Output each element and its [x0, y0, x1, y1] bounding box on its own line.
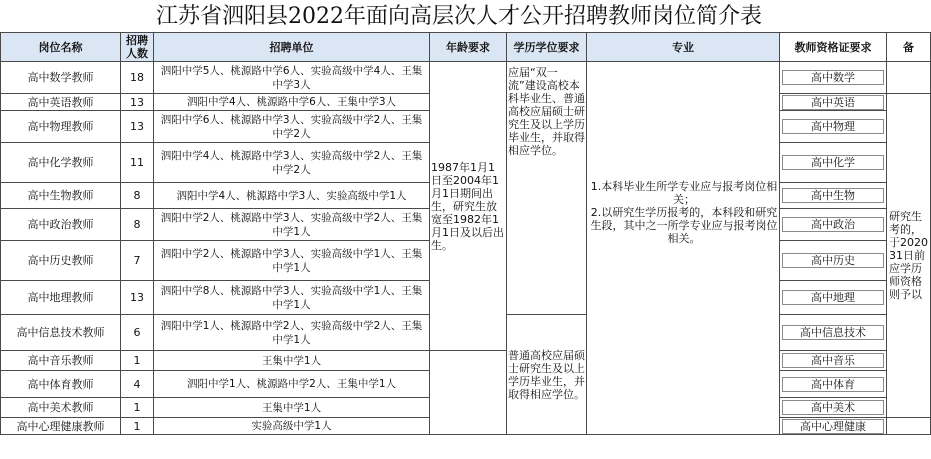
position-cell: 高中生物教师: [1, 183, 121, 209]
cert-cell: [780, 241, 887, 281]
units-cell: 泗阳中学2人、桃源路中学3人、实验高级中学2人、王集中学1人: [154, 209, 430, 241]
age-requirement-cell: 1987年1月1日至2004年1月1日期间出生，研究生放宽至1982年1月1日及以后出生。: [430, 62, 507, 351]
remark-cell-empty: [887, 62, 931, 94]
position-cell: 高中心理健康教师: [1, 418, 121, 435]
education-cell-a: 应届“双一流”建设高校本科毕业生、普通高校应届硕士研究生及以上学历毕业生，并取得相应学位。: [507, 62, 587, 315]
cert-value: 高中数学: [782, 70, 884, 85]
cert-value: 高中体育: [782, 377, 884, 392]
cert-cell: [780, 281, 887, 315]
units-cell: 泗阳中学8人、桃源路中学3人、实验高级中学1人、王集中学1人: [154, 281, 430, 315]
cert-cell: [780, 94, 887, 111]
remark-cell: 研究生考的，于202031日前应学历师资格则予以: [887, 94, 931, 418]
cert-value: 高中信息技术: [782, 325, 884, 340]
position-cell: 高中化学教师: [1, 143, 121, 183]
position-cell: 高中地理教师: [1, 281, 121, 315]
units-cell: 泗阳中学4人、桃源路中学3人、实验高级中学2人、王集中学2人: [154, 143, 430, 183]
cert-value: 高中生物: [782, 188, 884, 203]
position-cell: 高中历史教师: [1, 241, 121, 281]
cert-value: 高中政治: [782, 217, 884, 232]
cert-cell: [780, 398, 887, 418]
cert-cell: [780, 371, 887, 398]
cert-cell: [780, 183, 887, 209]
units-cell: 泗阳中学6人、桃源路中学3人、实验高级中学2人、王集中学2人: [154, 111, 430, 143]
cert-value: 高中音乐: [782, 353, 884, 368]
major-cell: [587, 62, 780, 435]
major-text-1: 1.本科毕业生所学专业应与报考岗位相关；: [590, 180, 778, 206]
header-units: 招聘单位: [154, 33, 430, 62]
cert-cell: [780, 418, 887, 435]
count-cell: 1: [121, 351, 154, 371]
header-count: 招聘人数: [121, 33, 154, 62]
count-cell: 1: [121, 398, 154, 418]
position-cell: 高中英语教师: [1, 94, 121, 111]
cert-value: 高中物理: [782, 119, 884, 134]
cert-value: 高中化学: [782, 155, 884, 170]
position-cell: 高中数学教师: [1, 62, 121, 94]
cert-value: 高中历史: [782, 253, 884, 268]
age-cell-empty: [430, 351, 507, 435]
units-cell: 泗阳中学4人、桃源路中学3人、实验高级中学1人: [154, 183, 430, 209]
units-cell: 泗阳中学2人、桃源路中学3人、实验高级中学1人、王集中学1人: [154, 241, 430, 281]
remark-cell-empty: [887, 418, 931, 435]
cert-value: 高中心理健康: [782, 419, 884, 434]
position-cell: 高中体育教师: [1, 371, 121, 398]
units-cell: 王集中学1人: [154, 398, 430, 418]
count-cell: 4: [121, 371, 154, 398]
education-cell-b: 普通高校应届硕士研究生及以上学历毕业生，并取得相应学位。: [507, 315, 587, 435]
cert-cell: [780, 351, 887, 371]
count-cell: 7: [121, 241, 154, 281]
count-cell: 8: [121, 183, 154, 209]
units-cell: 王集中学1人: [154, 351, 430, 371]
units-cell: 泗阳中学5人、桃源路中学6人、实验高级中学4人、王集中学3人: [154, 62, 430, 94]
header-age: 年龄要求: [430, 33, 507, 62]
cert-value: 高中美术: [782, 400, 884, 415]
count-cell: 13: [121, 94, 154, 111]
units-cell: 泗阳中学1人、桃源路中学2人、实验高级中学2人、王集中学1人: [154, 315, 430, 351]
cert-cell: [780, 143, 887, 183]
count-cell: 13: [121, 111, 154, 143]
page-title: 江苏省泗阳县2022年面向高层次人才公开招聘教师岗位简介表: [156, 4, 762, 29]
position-cell: 高中音乐教师: [1, 351, 121, 371]
header-cert: 教师资格证要求: [780, 33, 887, 62]
count-cell: 11: [121, 143, 154, 183]
header-major: 专业: [587, 33, 780, 62]
units-cell: 泗阳中学1人、桃源路中学2人、王集中学1人: [154, 371, 430, 398]
cert-cell: [780, 209, 887, 241]
header-remark: 备: [887, 33, 931, 62]
cert-value: 高中英语: [782, 95, 884, 110]
position-cell: 高中美术教师: [1, 398, 121, 418]
position-cell: 高中政治教师: [1, 209, 121, 241]
header-position: 岗位名称: [1, 33, 121, 62]
cert-cell: [780, 111, 887, 143]
table-row: [1, 351, 931, 371]
table-row: [1, 62, 931, 94]
cert-cell: [780, 62, 887, 94]
count-cell: 1: [121, 418, 154, 435]
units-cell: 泗阳中学4人、桃源路中学6人、王集中学3人: [154, 94, 430, 111]
position-cell: 高中信息技术教师: [1, 315, 121, 351]
count-cell: 8: [121, 209, 154, 241]
count-cell: 13: [121, 281, 154, 315]
count-cell: 18: [121, 62, 154, 94]
cert-cell: [780, 315, 887, 351]
recruitment-table: [0, 32, 931, 435]
major-text-2: 2.以研究生学历报考的，本科段和研究生段，其中之一所学专业应与报考岗位相关。: [590, 206, 778, 245]
header-education: 学历学位要求: [507, 33, 587, 62]
count-cell: 6: [121, 315, 154, 351]
position-cell: 高中物理教师: [1, 111, 121, 143]
units-cell: 实验高级中学1人: [154, 418, 430, 435]
cert-value: 高中地理: [782, 290, 884, 305]
